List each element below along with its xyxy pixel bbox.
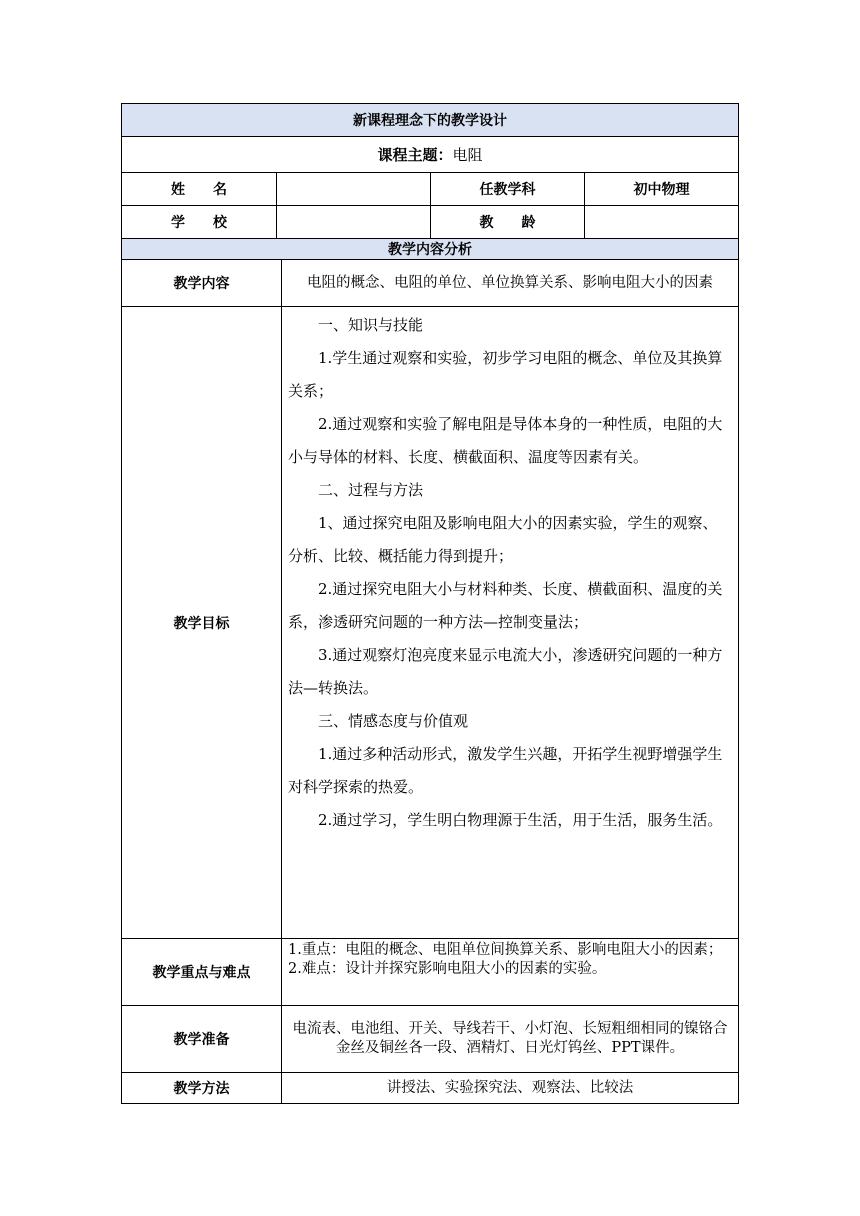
objective-heading-1: 一、知识与技能: [318, 316, 424, 334]
subject-value: 初中物理: [584, 173, 738, 205]
name-row: [121, 173, 739, 206]
school-value: [276, 206, 430, 238]
analysis-header-row: [121, 239, 739, 260]
key-points-content: [281, 939, 738, 1005]
topic-row: [121, 137, 739, 173]
name-label: 姓 名: [171, 182, 227, 198]
school-label: 学 校: [171, 215, 227, 231]
prep-row: [121, 1006, 739, 1073]
school-row: [121, 206, 739, 239]
key-points-row: [121, 939, 739, 1006]
objective-item: 2.通过观察和实验了解电阻是导体本身的一种性质，电阻的大小与导体的材料、长度、横截面积、温度等因素有关。: [288, 415, 723, 466]
name-value: [276, 173, 430, 205]
analysis-header: 教学内容分析: [388, 242, 472, 258]
objective-item: 1、通过探究电阻及影响电阻大小的因素实验，学生的观察、分析、比较、概括能力得到提升；: [288, 514, 718, 565]
topic-cell: [122, 137, 738, 172]
objective-heading-3: 三、情感态度与价值观: [318, 712, 469, 730]
objectives-row: [121, 307, 739, 939]
content-label: 教学内容: [173, 276, 230, 292]
method-value: 讲授法、实验探究法、观察法、比较法: [281, 1073, 738, 1103]
method-label: 教学方法: [173, 1081, 230, 1097]
topic-value: 电阻: [452, 146, 483, 164]
lesson-plan-table: [121, 103, 739, 1104]
topic-label: 课程主题：: [377, 146, 453, 164]
key-point-item: 2.难点：设计并探究影响电阻大小的因素的实验。: [288, 961, 607, 977]
objectives-content: [281, 307, 738, 938]
content-row: [121, 260, 739, 307]
key-point-item: 1.重点：电阻的概念、电阻单位间换算关系、影响电阻大小的因素；: [288, 942, 723, 958]
age-label: 教 龄: [430, 206, 584, 238]
age-value: [584, 206, 738, 238]
objective-item: 1.学生通过观察和实验，初步学习电阻的概念、单位及其换算关系；: [288, 349, 723, 400]
prep-label: 教学准备: [173, 1032, 230, 1048]
objective-item: 2.通过学习，学生明白物理源于生活，用于生活，服务生活。: [318, 811, 723, 829]
method-row: [121, 1073, 739, 1104]
key-points-label: 教学重点与难点: [152, 965, 251, 981]
content-value: 电阻的概念、电阻的单位、单位换算关系、影响电阻大小的因素: [281, 260, 738, 306]
prep-value: 电流表、电池组、开关、导线若干、小灯泡、长短粗细相同的镍铬合金丝及铜丝各一段、酒精灯、日光灯钨丝、PPT课件。: [281, 1006, 738, 1072]
table-title: 新课程理念下的教学设计: [353, 113, 507, 129]
subject-label: 任教学科: [430, 173, 584, 205]
objective-item: 2.通过探究电阻大小与材料种类、长度、横截面积、温度的关系，渗透研究问题的一种方法—控制变量法；: [288, 580, 723, 631]
objective-item: 1.通过多种活动形式，激发学生兴趣，开拓学生视野增强学生对科学探索的热爱。: [288, 745, 723, 796]
title-row: [121, 103, 739, 137]
objectives-label: 教学目标: [173, 615, 230, 632]
objective-item: 3.通过观察灯泡亮度来显示电流大小，渗透研究问题的一种方法—转换法。: [288, 646, 723, 697]
objective-heading-2: 二、过程与方法: [318, 481, 424, 499]
